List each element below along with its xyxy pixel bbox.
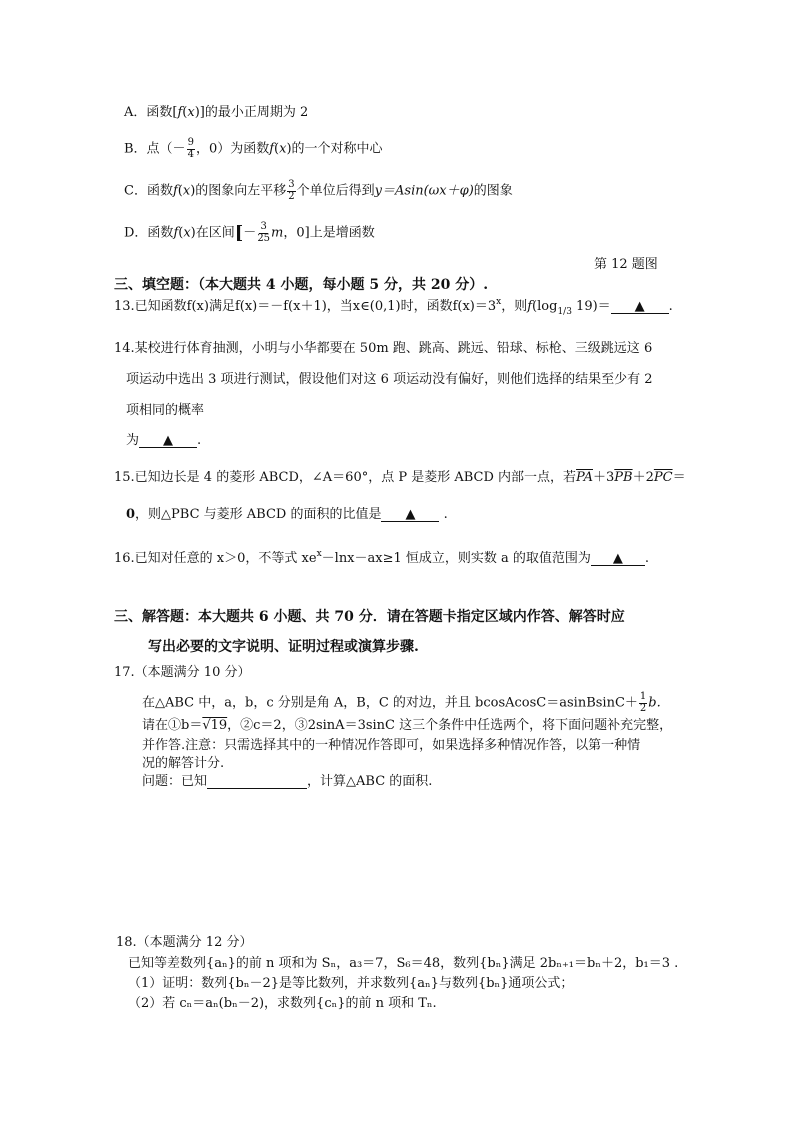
q17-question-suffix: ，计算△ABC 的面积. bbox=[307, 774, 433, 789]
q13-text: 13.已知函数f(x)满足f(x)＝－f(x＋1)，当x∈(0,1)时，函数f(x)＝3 bbox=[114, 299, 497, 314]
q17-line-1 bbox=[142, 692, 661, 714]
option-c-x: x bbox=[182, 183, 191, 199]
section-fill-heading: 三、填空题：（本大题共 4 小题，每小题 5 分，共 20 分）. bbox=[114, 277, 489, 293]
q13-blank bbox=[611, 300, 669, 314]
q13-arg: 19)＝ bbox=[571, 299, 611, 314]
q17-line-3: 并作答.注意：只需选择其中的一种情况作答即可，如果选择多种情况作答，以第一种情 bbox=[142, 738, 641, 753]
option-a-text: 的最小正周期为 2 bbox=[204, 105, 309, 120]
option-c-tail: 的图象 bbox=[473, 183, 513, 199]
question-13 bbox=[114, 298, 673, 317]
q15-text-2: ，则△PBC 与菱形 ABCD 的面积的比值是 bbox=[135, 507, 382, 522]
q16-text: 16.已知对任意的 x＞0，不等式 xe bbox=[114, 551, 317, 566]
q15-line-2 bbox=[126, 508, 448, 522]
q17-text: 在△ABC 中，a，b，c 分别是角 A，B，C 的对边，并且 bcosAcosC＝asinBsinC＋ bbox=[142, 695, 638, 711]
q15-line-1 bbox=[114, 471, 686, 484]
q15-vector-pa: $\overline{PA}$ bbox=[576, 470, 593, 485]
q15-blank bbox=[381, 508, 439, 522]
option-b-x: x bbox=[279, 141, 287, 157]
q17-question-prefix: 问题：已知 bbox=[142, 774, 208, 789]
option-b-prefix: B．点（－ bbox=[124, 141, 186, 157]
option-c: C．函数f(x)的图象向左平移 $\frac{3}{2}$ 个单位后得到y＝Asin(ωx＋φ)的图象 bbox=[124, 179, 513, 202]
q14-blank-mark: ▲ bbox=[163, 433, 174, 448]
option-a-f: f bbox=[177, 105, 183, 120]
q16-sup: x bbox=[316, 549, 322, 559]
q17-blank bbox=[207, 775, 307, 789]
q13-f: f bbox=[527, 299, 533, 314]
figure-caption: 第 12 题图 bbox=[594, 257, 658, 272]
option-d-f: f bbox=[173, 225, 179, 241]
q15-blank-mark: ▲ bbox=[405, 507, 416, 522]
q18-line-3: （2）若 cₙ＝aₙ(bₙ－2)，求数列{cₙ}的前 n 项和 Tₙ. bbox=[128, 996, 437, 1011]
q17-line-2 bbox=[142, 719, 672, 732]
option-d-mid: 在区间 bbox=[195, 225, 235, 241]
option-d-minus: － bbox=[243, 225, 257, 241]
q16-blank-mark: ▲ bbox=[612, 551, 623, 566]
q15-text: 15.已知边长是 4 的菱形 ABCD，∠A＝60°，点 P 是菱形 ABCD 内部一点，若 bbox=[114, 470, 577, 485]
option-d-bracket: [ bbox=[234, 222, 244, 244]
option-c-prefix: C．函数 bbox=[124, 183, 173, 199]
option-d: D．函数f(x)在区间[－ $\frac{3}{25}$ m，0]上是增函数 bbox=[124, 221, 375, 244]
option-d-m: m bbox=[271, 225, 284, 241]
option-b-tail: 的一个对称中心 bbox=[291, 141, 383, 157]
q15-eq: ＝ bbox=[672, 470, 686, 485]
option-c-num: 3 bbox=[288, 179, 295, 190]
q18-line-2: （1）证明：数列{bₙ－2}是等比数列，并求数列{aₙ}与数列{bₙ}通项公式； bbox=[128, 976, 574, 991]
q14-line-2: 项运动中选出 3 项进行测试，假设他们对这 6 项运动没有偏好，则他们选择的结果至少有 2 bbox=[126, 372, 653, 387]
q13-mid: ，则 bbox=[501, 299, 528, 314]
q13-log-base: 1/3 bbox=[557, 307, 572, 317]
option-b-num: 9 bbox=[187, 137, 194, 148]
q17-line-4: 况的解答计分. bbox=[142, 756, 225, 771]
q14-prefix: 为 bbox=[126, 433, 140, 448]
q17-text-end: b. bbox=[648, 695, 661, 711]
option-c-fraction bbox=[287, 180, 295, 202]
q17-cond-1: 请在①b＝ bbox=[142, 718, 203, 733]
option-a-x: x bbox=[187, 105, 195, 120]
option-d-num: 3 bbox=[260, 221, 267, 232]
option-c-mid: 的图象向左平移 bbox=[195, 183, 287, 199]
option-b-text: ，0）为函数 bbox=[195, 141, 270, 157]
q15-plus2: ＋2 bbox=[632, 470, 654, 485]
q14-line-1: 14.某校进行体育抽测，小明与小华都要在 50m 跑、跳高、跳远、铅球、标枪、三级跳远这 6 bbox=[114, 341, 653, 356]
option-c-f: f bbox=[172, 183, 178, 199]
q17-frac-den: 2 bbox=[639, 702, 647, 714]
q16-end: . bbox=[644, 551, 650, 566]
q18-line-1: 已知等差数列{aₙ}的前 n 项和为 Sₙ，a₃＝7，S₆＝48，数列{bₙ}满足 2bₙ₊₁＝bₙ＋2，b₁＝3 . bbox=[128, 956, 679, 971]
q13-log: (log bbox=[532, 299, 558, 314]
option-b-den: 4 bbox=[187, 148, 194, 160]
option-d-tail: 上是增函数 bbox=[309, 225, 375, 241]
q14-line-4 bbox=[126, 434, 201, 448]
option-b: B．点（－ $\frac{9}{4}$ ，0）为函数f(x)的一个对称中心 bbox=[124, 137, 383, 160]
section-solve-heading-2: 写出必要的文字说明、证明过程或演算步骤. bbox=[148, 639, 419, 655]
q15-end: . bbox=[443, 507, 448, 522]
q17-fraction bbox=[639, 692, 647, 714]
q14-blank bbox=[139, 434, 197, 448]
q17-header: 17.（本题满分 10 分） bbox=[114, 665, 251, 680]
q14-end: . bbox=[197, 433, 202, 448]
q17-line-5 bbox=[142, 775, 432, 789]
q14-line-3: 项相同的概率 bbox=[126, 403, 205, 418]
option-c-formula: y＝Asin(ωx＋φ) bbox=[374, 183, 474, 199]
question-16 bbox=[114, 550, 649, 566]
option-a: A．函数[f(x)]的最小正周期为 2 bbox=[124, 105, 309, 120]
option-b-fraction bbox=[187, 138, 195, 160]
option-c-mid2: 个单位后得到 bbox=[296, 183, 375, 199]
q15-zero-vector: 0 bbox=[126, 507, 136, 522]
option-d-x: x bbox=[183, 225, 191, 241]
option-d-prefix: D．函数 bbox=[124, 225, 174, 241]
option-d-fraction bbox=[257, 222, 270, 244]
q13-end: . bbox=[668, 299, 673, 314]
option-c-den: 2 bbox=[288, 190, 295, 202]
q15-vector-pb: $\overline{PB}$ bbox=[614, 470, 633, 485]
option-a-prefix: A．函数 bbox=[124, 105, 173, 120]
q16-blank bbox=[591, 552, 645, 566]
q16-text-2: －lnx－ax≥1 恒成立，则实数 a 的取值范围为 bbox=[321, 551, 591, 566]
option-d-comma: ，0] bbox=[283, 225, 310, 241]
section-solve-heading-1: 三、解答题：本大题共 6 小题、共 70 分．请在答题卡指定区域内作答、解答时应 bbox=[114, 609, 625, 625]
q17-cond-rest: ，②c＝2，③2sinA＝3sinC 这三个条件中任选两个，将下面问题补充完整， bbox=[227, 718, 673, 733]
q15-plus1: ＋3 bbox=[593, 470, 615, 485]
q17-frac-num: 1 bbox=[639, 691, 647, 702]
q18-header: 18.（本题满分 12 分） bbox=[116, 935, 253, 950]
q13-blank-mark: ▲ bbox=[634, 299, 645, 314]
q13-sup: x bbox=[496, 297, 502, 307]
option-b-f: f bbox=[269, 141, 275, 157]
q15-vector-pc: $\overline{PC}$ bbox=[653, 470, 673, 485]
option-d-den: 25 bbox=[257, 232, 271, 244]
q17-sqrt: √19 bbox=[202, 718, 228, 733]
